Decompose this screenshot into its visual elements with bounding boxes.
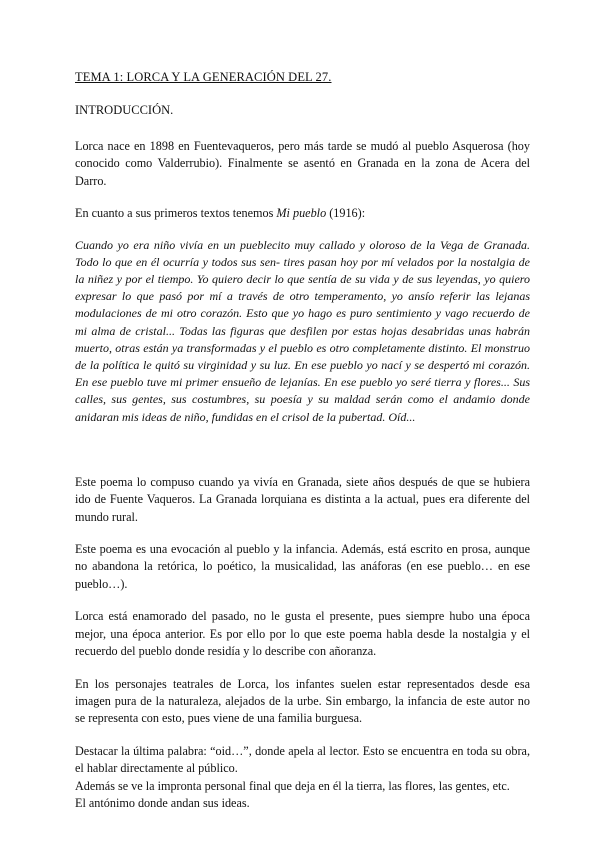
page-title: TEMA 1: LORCA Y LA GENERACIÓN DEL 27. xyxy=(75,70,332,84)
body-paragraph: Este poema lo compuso cuando ya vivía en Granada, siete años después de que se hubiera ido de Fuente Vaqueros. La Granada lorquiana es distinta a la actual, pues era diferente del mundo rural. xyxy=(75,474,530,524)
intro-paragraph: Lorca nace en 1898 en Fuentevaqueros, pero más tarde se mudó al pueblo Asquerosa (hoy conocido como Valderrubio). Finalmente se asentó en Granada en la zona de Acera del Darro. xyxy=(75,139,530,188)
body-paragraph: Lorca está enamorado del pasado, no le gusta el presente, pues siempre hubo una época mejor, una época anterior. Es por ello por lo que este poema habla desde la nostalgia y el recuerdo del pueblo donde residía y lo describe con añoranza. xyxy=(75,609,530,659)
work-title: Mi pueblo xyxy=(276,206,327,221)
early-texts-suffix: (1916): xyxy=(326,206,366,221)
poem-quote: Cuando yo era niño vivía en un pueblecito muy callado y oloroso de la Vega de Granada. Todo lo que en él ocurría y todos sus sen- tires pasan hoy por mí velados por la nostalgia de la niñez y por el tiempo. Yo quiero decir lo que sentía de su vida y de sus leyendas, yo quiero expresar lo que pasó por mí a través de otro temperamento, yo ansío referir las lejanas modulaciones de mi otro corazón. Esto que yo hago es puro sentimiento y vago recuerdo de mi alma de cristal... Todas las figuras que desfilen por estas hojas desabridas unas habrán muerto, otras están ya transformadas y el pueblo es otro completamente distinto. El monstruo de la política le quitó su virginidad y su luz. En ese pueblo yo nací y se despertó mi corazón. En ese pueblo tuve mi primer ensueño de lejanías. En ese pueblo yo seré tierra y flores... Sus calles, sus gentes, sus costumbres, su poesía y su maldad serán como el andamio donde anidaran mis ideas de niño, fundidas en el crisol de la pubertad. Oíd... xyxy=(75,237,530,424)
section-heading: INTRODUCCIÓN. xyxy=(75,103,174,117)
body-paragraph: En los personajes teatrales de Lorca, los infantes suelen estar representados desde esa imagen pura de la naturaleza, alejados de la urbe. Sin embargo, la infancia de este autor no se representa con esto, pues viene de una familia burguesa. xyxy=(75,676,530,726)
closing-line: Además se ve la impronta personal final que deja en él la tierra, las flores, las gentes, etc. xyxy=(75,778,510,793)
closing-line: El antónimo donde andan sus ideas. xyxy=(75,795,250,810)
early-texts-paragraph xyxy=(75,205,530,222)
early-texts-prefix: En cuanto a sus primeros textos tenemos xyxy=(75,206,277,221)
closing-line: Destacar la última palabra: “oid…”, donde apela al lector. Esto se encuentra en toda su obra, el hablar directamente al público. xyxy=(75,743,530,776)
body-paragraph: Este poema es una evocación al pueblo y la infancia. Además, está escrito en prosa, aunque no abandona la retórica, lo poético, la musicalidad, las anáforas (en ese pueblo… en ese pueblo…). xyxy=(75,542,530,591)
